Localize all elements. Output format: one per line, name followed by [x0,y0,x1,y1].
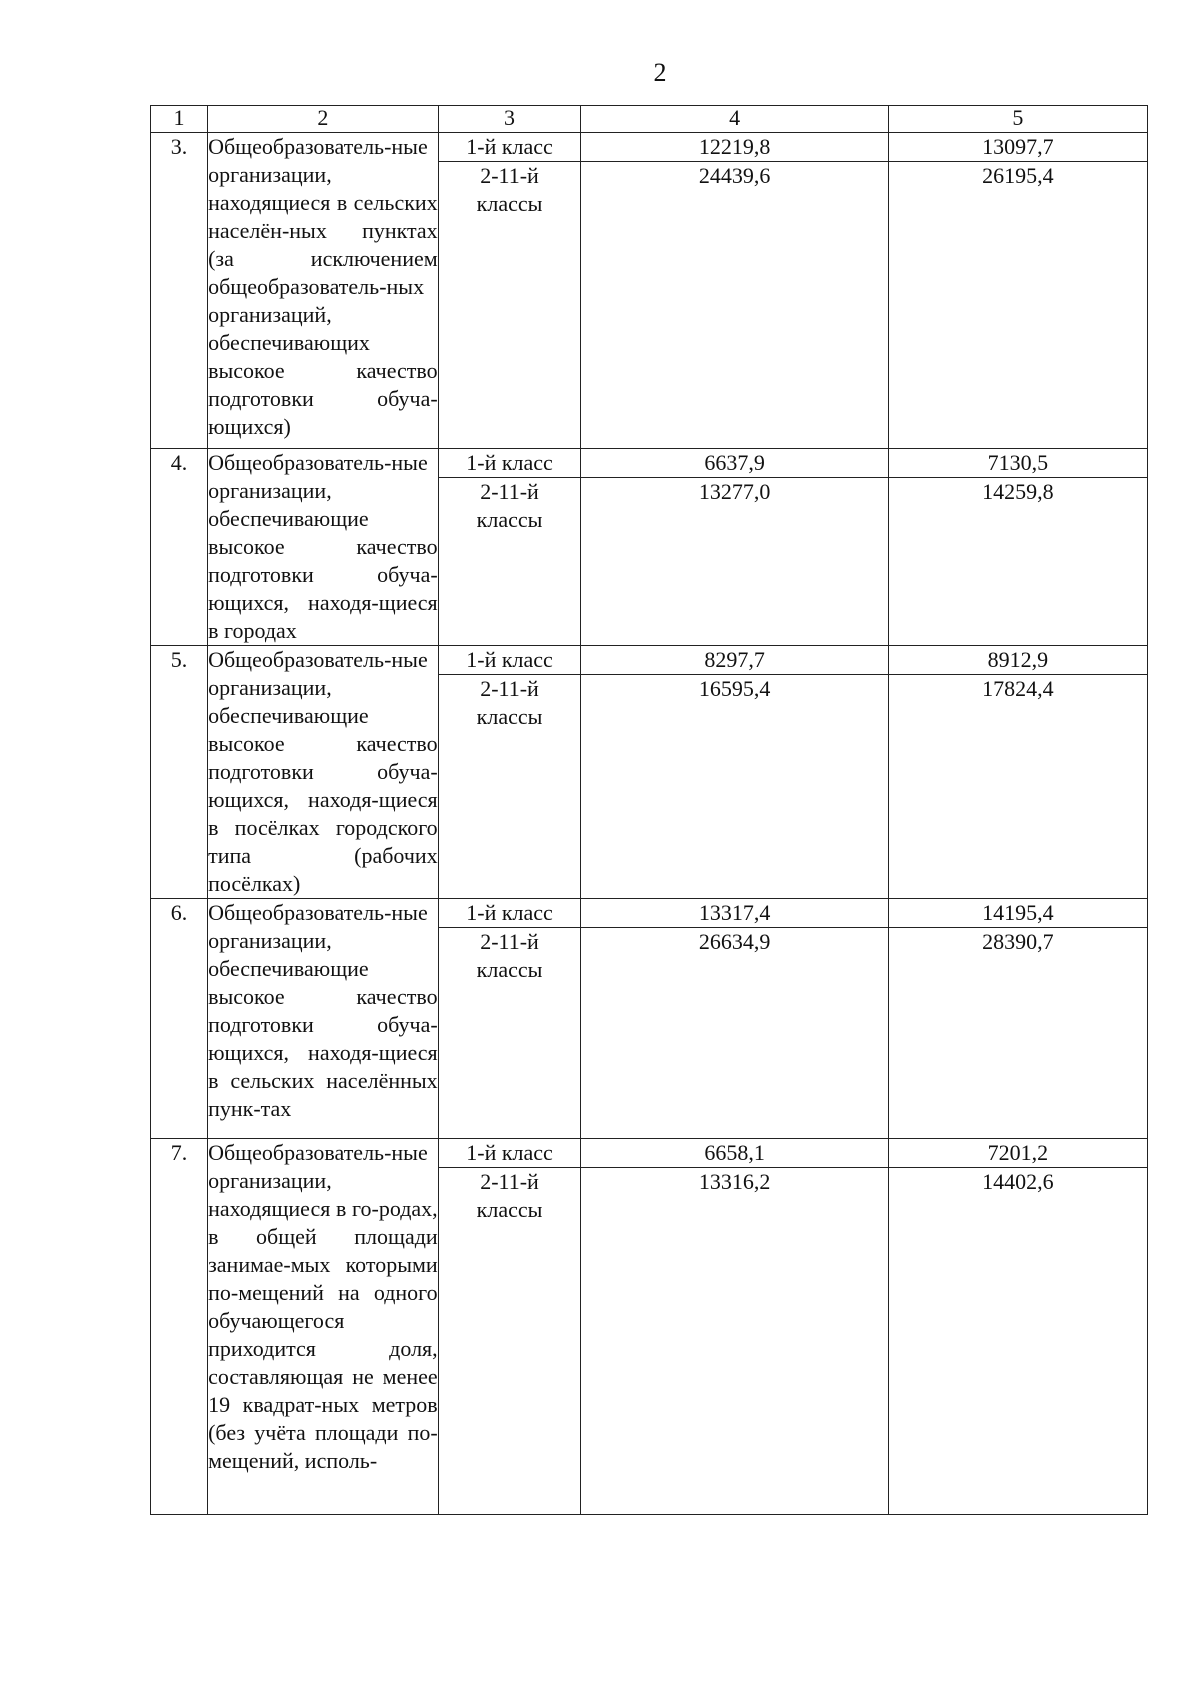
value-first: 8912,9 [889,646,1147,675]
value-first: 13317,4 [581,899,887,928]
value-rest: 13316,2 [698,1169,771,1194]
class-rest: 2-11-й классы [476,1169,543,1222]
value-first: 13097,7 [889,133,1147,162]
header-cell-4: 4 [581,106,888,133]
header-cell-5: 5 [888,106,1147,133]
column-5-cell [888,133,1147,449]
value-rest: 14259,8 [982,479,1054,504]
value-rest: 26634,9 [698,929,771,954]
table-row [151,646,1148,899]
class-rest: 2-11-й классы [476,929,543,982]
column-4-cell [581,646,888,899]
row-number: 7. [151,1139,208,1515]
value-first: 6637,9 [581,449,887,478]
class-first: 1-й класс [439,449,581,478]
table-row [151,1139,1148,1515]
data-table [150,105,1148,1515]
class-cell [438,646,581,899]
value-first: 7130,5 [889,449,1147,478]
page-number: 2 [653,58,667,87]
column-5-cell [888,1139,1147,1515]
class-first: 1-й класс [439,1139,581,1168]
column-5-cell [888,646,1147,899]
value-first: 14195,4 [889,899,1147,928]
row-description: Общеобразователь-ные организации, находящиеся в го-родах, в общей площади занимае-мых которыми по-мещений на одного обучающегося приходится доля, составляющая не менее 19 квадрат-ных метров (без учёта площади по-мещений, исполь- [208,1139,439,1515]
class-first: 1-й класс [439,646,581,675]
value-rest: 26195,4 [982,163,1054,188]
class-first: 1-й класс [439,133,581,162]
column-5-cell [888,899,1147,1139]
header-cell-2: 2 [208,106,439,133]
value-rest: 24439,6 [698,163,771,188]
value-first: 7201,2 [889,1139,1147,1168]
table-row [151,133,1148,449]
value-first: 8297,7 [581,646,887,675]
class-cell [438,1139,581,1515]
value-rest: 17824,4 [982,676,1054,701]
column-4-cell [581,1139,888,1515]
class-cell [438,133,581,449]
row-description: Общеобразователь-ные организации, обеспечивающие высокое качество подготовки обуча-ющихся, находя-щиеся в посёлках городского типа (рабочих посёлках) [208,646,439,899]
column-5-cell [888,449,1147,646]
row-number: 6. [151,899,208,1139]
value-rest: 16595,4 [698,676,771,701]
class-rest: 2-11-й классы [476,676,543,729]
row-number: 3. [151,133,208,449]
class-cell [438,449,581,646]
class-rest: 2-11-й классы [476,479,543,532]
row-description: Общеобразователь-ные организации, находящиеся в сельских населён-ных пунктах (за исключением общеобразователь-ных организаций, обеспечивающих высокое качество подготовки обуча-ющихся) [208,133,439,449]
value-rest: 13277,0 [698,479,771,504]
column-4-cell [581,449,888,646]
class-first: 1-й класс [439,899,581,928]
header-cell-3: 3 [438,106,581,133]
row-description: Общеобразователь-ные организации, обеспечивающие высокое качество подготовки обуча-ющихся, находя-щиеся в городах [208,449,439,646]
class-cell [438,899,581,1139]
row-description: Общеобразователь-ные организации, обеспечивающие высокое качество подготовки обуча-ющихся, находя-щиеся в сельских населённых пунк-тах [208,899,439,1139]
table-header-row [151,106,1148,133]
header-cell-1: 1 [151,106,208,133]
column-4-cell [581,899,888,1139]
table-row [151,899,1148,1139]
row-number: 4. [151,449,208,646]
column-4-cell [581,133,888,449]
value-rest: 28390,7 [982,929,1054,954]
value-rest: 14402,6 [982,1169,1054,1194]
table-row [151,449,1148,646]
value-first: 6658,1 [581,1139,887,1168]
row-number: 5. [151,646,208,899]
class-rest: 2-11-й классы [476,163,543,216]
value-first: 12219,8 [581,133,887,162]
